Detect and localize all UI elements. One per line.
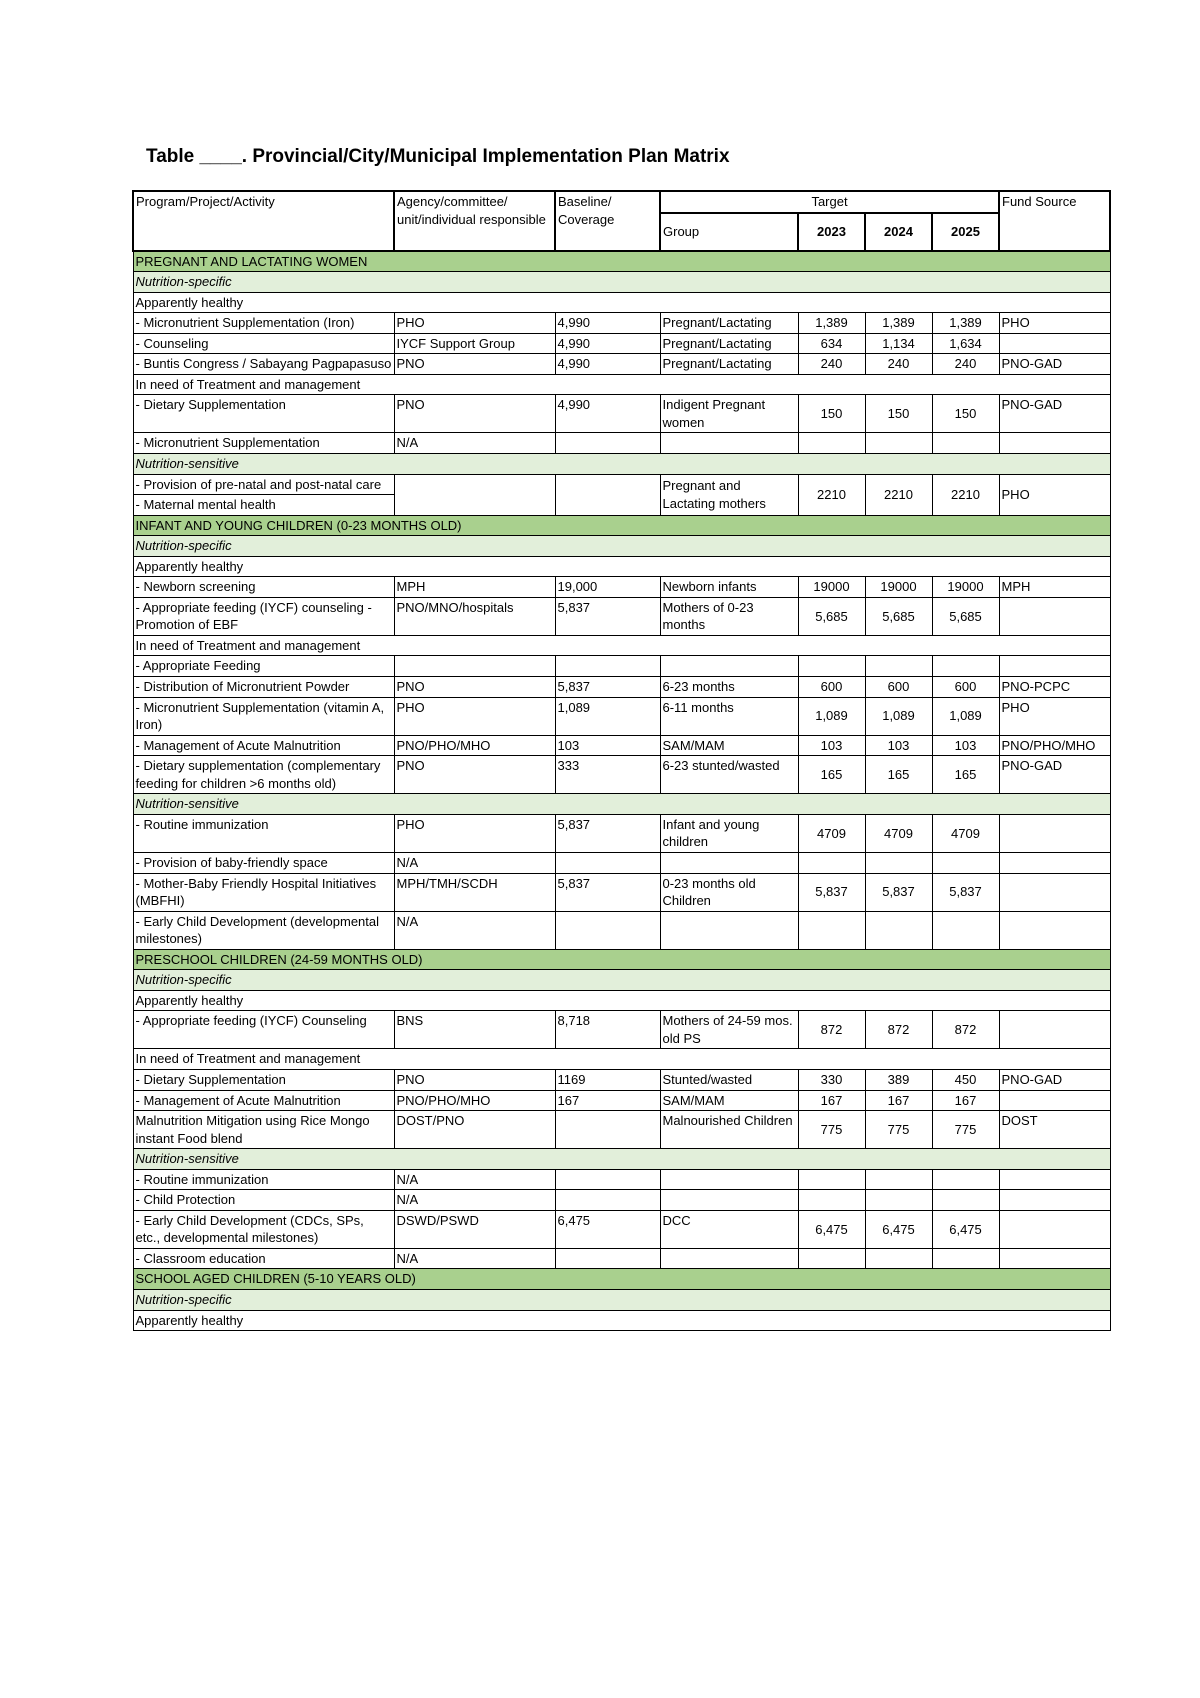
table-row bbox=[133, 1011, 1110, 1049]
header-baseline: Baseline/ Coverage bbox=[555, 191, 660, 251]
category-row bbox=[133, 374, 1110, 395]
target-2024-cell: 389 bbox=[865, 1069, 932, 1090]
target-2024-cell: 5,685 bbox=[865, 597, 932, 635]
target-2023-cell: 5,685 bbox=[798, 597, 865, 635]
fund-source-cell bbox=[999, 1090, 1110, 1111]
activity-cell: - Provision of baby-friendly space bbox=[133, 852, 394, 873]
activity-cell: - Dietary Supplementation bbox=[133, 1069, 394, 1090]
target-2025-cell: 450 bbox=[932, 1069, 999, 1090]
baseline-cell: 5,837 bbox=[555, 677, 660, 698]
baseline-cell: 167 bbox=[555, 1090, 660, 1111]
category-label: In need of Treatment and management bbox=[133, 635, 1110, 656]
target-2025-cell bbox=[932, 433, 999, 454]
target-2025-cell bbox=[932, 1190, 999, 1211]
baseline-cell: 8,718 bbox=[555, 1011, 660, 1049]
fund-source-cell bbox=[999, 1169, 1110, 1190]
section-row bbox=[133, 1269, 1110, 1290]
target-2025-cell bbox=[932, 852, 999, 873]
target-2024-cell: 4709 bbox=[865, 814, 932, 852]
subsection-row bbox=[133, 794, 1110, 815]
baseline-cell: 1,089 bbox=[555, 697, 660, 735]
agency-cell: PNO/PHO/MHO bbox=[394, 1090, 555, 1111]
target-2024-cell: 1,389 bbox=[865, 313, 932, 334]
target-2023-cell: 6,475 bbox=[798, 1210, 865, 1248]
table-row bbox=[133, 333, 1110, 354]
baseline-cell: 333 bbox=[555, 756, 660, 794]
baseline-cell: 4,990 bbox=[555, 395, 660, 433]
fund-source-cell bbox=[999, 433, 1110, 454]
activity-cell: - Appropriate Feeding bbox=[133, 656, 394, 677]
activity-cell: - Early Child Development (developmental milestones) bbox=[133, 911, 394, 949]
header-target: Target bbox=[660, 191, 999, 213]
agency-cell: BNS bbox=[394, 1011, 555, 1049]
fund-source-cell: MPH bbox=[999, 577, 1110, 598]
header-year-2024: 2024 bbox=[865, 213, 932, 251]
target-2024-cell: 2210 bbox=[865, 474, 932, 515]
agency-cell: N/A bbox=[394, 1248, 555, 1269]
section-label: PREGNANT AND LACTATING WOMEN bbox=[133, 251, 1110, 272]
table-row bbox=[133, 852, 1110, 873]
category-label: In need of Treatment and management bbox=[133, 1049, 1110, 1070]
group-cell bbox=[660, 1248, 798, 1269]
category-label: In need of Treatment and management bbox=[133, 374, 1110, 395]
target-2025-cell bbox=[932, 656, 999, 677]
target-2023-cell: 240 bbox=[798, 354, 865, 375]
target-2023-cell bbox=[798, 852, 865, 873]
fund-source-cell: PNO-GAD bbox=[999, 1069, 1110, 1090]
target-2024-cell: 240 bbox=[865, 354, 932, 375]
target-2025-cell: 19000 bbox=[932, 577, 999, 598]
target-2025-cell: 1,089 bbox=[932, 697, 999, 735]
target-2023-cell: 330 bbox=[798, 1069, 865, 1090]
table-row bbox=[133, 433, 1110, 454]
activity-cell: - Dietary supplementation (complementary feeding for children >6 months old) bbox=[133, 756, 394, 794]
target-2024-cell: 6,475 bbox=[865, 1210, 932, 1248]
target-2023-cell: 19000 bbox=[798, 577, 865, 598]
target-2024-cell bbox=[865, 1248, 932, 1269]
fund-source-cell: PNO-GAD bbox=[999, 354, 1110, 375]
subsection-row bbox=[133, 1289, 1110, 1310]
header-group: Group bbox=[660, 213, 798, 251]
target-2025-cell: 240 bbox=[932, 354, 999, 375]
fund-source-cell bbox=[999, 1011, 1110, 1049]
category-row bbox=[133, 635, 1110, 656]
group-cell bbox=[660, 433, 798, 454]
subsection-label: Nutrition-specific bbox=[133, 970, 1110, 991]
category-label: Apparently healthy bbox=[133, 990, 1110, 1011]
category-label: Apparently healthy bbox=[133, 292, 1110, 313]
activity-cell: - Buntis Congress / Sabayang Pagpapasuso bbox=[133, 354, 394, 375]
baseline-cell bbox=[555, 656, 660, 677]
baseline-cell: 5,837 bbox=[555, 597, 660, 635]
activity-cell: - Management of Acute Malnutrition bbox=[133, 735, 394, 756]
group-cell: Stunted/wasted bbox=[660, 1069, 798, 1090]
target-2025-cell: 103 bbox=[932, 735, 999, 756]
agency-cell: DOST/PNO bbox=[394, 1111, 555, 1149]
agency-cell: PHO bbox=[394, 697, 555, 735]
target-2025-cell: 775 bbox=[932, 1111, 999, 1149]
agency-cell: PHO bbox=[394, 814, 555, 852]
target-2023-cell bbox=[798, 1248, 865, 1269]
table-row bbox=[133, 1090, 1110, 1111]
header-agency: Agency/committee/ unit/individual responsible bbox=[394, 191, 555, 251]
target-2025-cell: 1,389 bbox=[932, 313, 999, 334]
agency-cell: PNO bbox=[394, 1069, 555, 1090]
fund-source-cell bbox=[999, 911, 1110, 949]
target-2023-cell: 634 bbox=[798, 333, 865, 354]
category-row bbox=[133, 990, 1110, 1011]
activity-cell: - Newborn screening bbox=[133, 577, 394, 598]
agency-cell: DSWD/PSWD bbox=[394, 1210, 555, 1248]
fund-source-cell bbox=[999, 1248, 1110, 1269]
section-row bbox=[133, 515, 1110, 536]
target-2023-cell bbox=[798, 656, 865, 677]
header-row bbox=[133, 191, 1110, 213]
target-2024-cell: 167 bbox=[865, 1090, 932, 1111]
group-cell bbox=[660, 1190, 798, 1211]
target-2024-cell: 103 bbox=[865, 735, 932, 756]
table-row bbox=[133, 313, 1110, 334]
agency-cell: PNO bbox=[394, 395, 555, 433]
subsection-label: Nutrition-sensitive bbox=[133, 454, 1110, 475]
baseline-cell: 5,837 bbox=[555, 814, 660, 852]
table-row bbox=[133, 814, 1110, 852]
activity-cell: - Child Protection bbox=[133, 1190, 394, 1211]
baseline-cell bbox=[555, 911, 660, 949]
table-row bbox=[133, 577, 1110, 598]
activity-cell: - Appropriate feeding (IYCF) counseling -Promotion of EBF bbox=[133, 597, 394, 635]
section-label: INFANT AND YOUNG CHILDREN (0-23 MONTHS OLD) bbox=[133, 515, 1110, 536]
target-2024-cell: 600 bbox=[865, 677, 932, 698]
agency-cell: N/A bbox=[394, 433, 555, 454]
group-cell: Pregnant/Lactating bbox=[660, 333, 798, 354]
table-row bbox=[133, 354, 1110, 375]
subsection-row bbox=[133, 970, 1110, 991]
section-row bbox=[133, 949, 1110, 970]
category-row bbox=[133, 1049, 1110, 1070]
baseline-cell bbox=[555, 1111, 660, 1149]
agency-cell: MPH bbox=[394, 577, 555, 598]
target-2025-cell: 2210 bbox=[932, 474, 999, 515]
category-label: Apparently healthy bbox=[133, 1310, 1110, 1331]
target-2025-cell: 600 bbox=[932, 677, 999, 698]
target-2023-cell: 150 bbox=[798, 395, 865, 433]
baseline-cell: 1169 bbox=[555, 1069, 660, 1090]
subsection-label: Nutrition-sensitive bbox=[133, 794, 1110, 815]
agency-cell: N/A bbox=[394, 911, 555, 949]
fund-source-cell bbox=[999, 656, 1110, 677]
subsection-row bbox=[133, 536, 1110, 557]
target-2023-cell: 775 bbox=[798, 1111, 865, 1149]
subsection-label: Nutrition-specific bbox=[133, 1289, 1110, 1310]
agency-cell: PNO/MNO/hospitals bbox=[394, 597, 555, 635]
activity-cell: - Appropriate feeding (IYCF) Counseling bbox=[133, 1011, 394, 1049]
target-2023-cell: 1,389 bbox=[798, 313, 865, 334]
fund-source-cell: PHO bbox=[999, 697, 1110, 735]
table-row bbox=[133, 1248, 1110, 1269]
agency-cell: IYCF Support Group bbox=[394, 333, 555, 354]
target-2024-cell bbox=[865, 656, 932, 677]
group-cell: Mothers of 24-59 mos. old PS bbox=[660, 1011, 798, 1049]
group-cell bbox=[660, 1169, 798, 1190]
table-row bbox=[133, 1169, 1110, 1190]
target-2024-cell: 19000 bbox=[865, 577, 932, 598]
group-cell: 6-11 months bbox=[660, 697, 798, 735]
target-2023-cell: 1,089 bbox=[798, 697, 865, 735]
target-2025-cell: 165 bbox=[932, 756, 999, 794]
header-year-2025: 2025 bbox=[932, 213, 999, 251]
subsection-row bbox=[133, 272, 1110, 293]
fund-source-cell bbox=[999, 597, 1110, 635]
agency-cell: PNO/PHO/MHO bbox=[394, 735, 555, 756]
fund-source-cell: PNO-PCPC bbox=[999, 677, 1110, 698]
group-cell: DCC bbox=[660, 1210, 798, 1248]
table-row bbox=[133, 911, 1110, 949]
fund-source-cell: PHO bbox=[999, 313, 1110, 334]
group-cell bbox=[660, 911, 798, 949]
group-cell: SAM/MAM bbox=[660, 735, 798, 756]
fund-source-cell bbox=[999, 333, 1110, 354]
group-cell: Mothers of 0-23 months bbox=[660, 597, 798, 635]
group-cell bbox=[660, 852, 798, 873]
target-2025-cell: 4709 bbox=[932, 814, 999, 852]
agency-cell: N/A bbox=[394, 852, 555, 873]
table-row bbox=[133, 656, 1110, 677]
fund-source-cell bbox=[999, 814, 1110, 852]
target-2024-cell bbox=[865, 1169, 932, 1190]
target-2024-cell bbox=[865, 433, 932, 454]
table-row bbox=[133, 735, 1110, 756]
section-row bbox=[133, 251, 1110, 272]
agency-cell: PNO bbox=[394, 756, 555, 794]
activity-cell: - Dietary Supplementation bbox=[133, 395, 394, 433]
target-2023-cell bbox=[798, 911, 865, 949]
baseline-cell: 103 bbox=[555, 735, 660, 756]
target-2023-cell: 165 bbox=[798, 756, 865, 794]
fund-source-cell: PHO bbox=[999, 474, 1110, 515]
table-row bbox=[133, 474, 1110, 495]
target-2024-cell bbox=[865, 911, 932, 949]
agency-cell: N/A bbox=[394, 1190, 555, 1211]
table-row bbox=[133, 1210, 1110, 1248]
group-cell: Pregnant/Lactating bbox=[660, 313, 798, 334]
baseline-cell: 5,837 bbox=[555, 873, 660, 911]
table-row bbox=[133, 677, 1110, 698]
target-2023-cell bbox=[798, 1169, 865, 1190]
target-2024-cell bbox=[865, 1190, 932, 1211]
group-cell: SAM/MAM bbox=[660, 1090, 798, 1111]
fund-source-cell: PNO-GAD bbox=[999, 395, 1110, 433]
group-cell: 6-23 stunted/wasted bbox=[660, 756, 798, 794]
category-label: Apparently healthy bbox=[133, 556, 1110, 577]
agency-cell: PNO bbox=[394, 354, 555, 375]
target-2024-cell: 165 bbox=[865, 756, 932, 794]
target-2024-cell: 775 bbox=[865, 1111, 932, 1149]
page-title: Table ____. Provincial/City/Municipal Implementation Plan Matrix bbox=[146, 146, 730, 167]
target-2024-cell bbox=[865, 852, 932, 873]
target-2023-cell bbox=[798, 1190, 865, 1211]
activity-cell: - Maternal mental health bbox=[133, 495, 394, 516]
table-row bbox=[133, 697, 1110, 735]
activity-cell: - Routine immunization bbox=[133, 814, 394, 852]
agency-cell: MPH/TMH/SCDH bbox=[394, 873, 555, 911]
subsection-label: Nutrition-specific bbox=[133, 272, 1110, 293]
baseline-cell: 19,000 bbox=[555, 577, 660, 598]
activity-cell: - Distribution of Micronutrient Powder bbox=[133, 677, 394, 698]
table-row bbox=[133, 873, 1110, 911]
target-2025-cell: 1,634 bbox=[932, 333, 999, 354]
fund-source-cell bbox=[999, 1190, 1110, 1211]
group-cell: Infant and young children bbox=[660, 814, 798, 852]
target-2025-cell: 5,685 bbox=[932, 597, 999, 635]
target-2025-cell: 6,475 bbox=[932, 1210, 999, 1248]
baseline-cell bbox=[555, 1248, 660, 1269]
section-label: PRESCHOOL CHILDREN (24-59 MONTHS OLD) bbox=[133, 949, 1110, 970]
group-cell bbox=[660, 656, 798, 677]
group-cell: 6-23 months bbox=[660, 677, 798, 698]
activity-cell: - Micronutrient Supplementation (Iron) bbox=[133, 313, 394, 334]
implementation-plan-table bbox=[132, 190, 1111, 1331]
target-2025-cell: 5,837 bbox=[932, 873, 999, 911]
category-row bbox=[133, 292, 1110, 313]
group-cell: Indigent Pregnant women bbox=[660, 395, 798, 433]
group-cell: Pregnant/Lactating bbox=[660, 354, 798, 375]
target-2024-cell: 1,134 bbox=[865, 333, 932, 354]
target-2025-cell bbox=[932, 1248, 999, 1269]
table-row bbox=[133, 395, 1110, 433]
activity-cell: - Micronutrient Supplementation bbox=[133, 433, 394, 454]
fund-source-cell bbox=[999, 873, 1110, 911]
activity-cell: - Classroom education bbox=[133, 1248, 394, 1269]
agency-cell: N/A bbox=[394, 1169, 555, 1190]
baseline-cell bbox=[555, 1169, 660, 1190]
table-row bbox=[133, 1111, 1110, 1149]
subsection-row bbox=[133, 454, 1110, 475]
header-year-2023: 2023 bbox=[798, 213, 865, 251]
fund-source-cell: DOST bbox=[999, 1111, 1110, 1149]
group-cell: Pregnant and Lactating mothers bbox=[660, 474, 798, 515]
baseline-cell: 6,475 bbox=[555, 1210, 660, 1248]
baseline-cell bbox=[555, 433, 660, 454]
group-cell: 0-23 months old Children bbox=[660, 873, 798, 911]
subsection-row bbox=[133, 1149, 1110, 1170]
table-row bbox=[133, 756, 1110, 794]
target-2025-cell bbox=[932, 1169, 999, 1190]
table-row bbox=[133, 597, 1110, 635]
subsection-label: Nutrition-specific bbox=[133, 536, 1110, 557]
target-2023-cell: 5,837 bbox=[798, 873, 865, 911]
target-2024-cell: 5,837 bbox=[865, 873, 932, 911]
target-2023-cell: 103 bbox=[798, 735, 865, 756]
target-2023-cell: 4709 bbox=[798, 814, 865, 852]
baseline-cell bbox=[555, 1190, 660, 1211]
section-label: SCHOOL AGED CHILDREN (5-10 YEARS OLD) bbox=[133, 1269, 1110, 1290]
agency-cell bbox=[394, 474, 555, 515]
target-2024-cell: 872 bbox=[865, 1011, 932, 1049]
fund-source-cell: PNO-GAD bbox=[999, 756, 1110, 794]
baseline-cell bbox=[555, 474, 660, 515]
activity-cell: - Mother-Baby Friendly Hospital Initiatives (MBFHI) bbox=[133, 873, 394, 911]
fund-source-cell: PNO/PHO/MHO bbox=[999, 735, 1110, 756]
target-2023-cell: 2210 bbox=[798, 474, 865, 515]
subsection-label: Nutrition-sensitive bbox=[133, 1149, 1110, 1170]
target-2025-cell bbox=[932, 911, 999, 949]
agency-cell: PHO bbox=[394, 313, 555, 334]
table-row bbox=[133, 1069, 1110, 1090]
table-row bbox=[133, 1190, 1110, 1211]
target-2023-cell: 872 bbox=[798, 1011, 865, 1049]
activity-cell: - Routine immunization bbox=[133, 1169, 394, 1190]
target-2023-cell: 167 bbox=[798, 1090, 865, 1111]
fund-source-cell bbox=[999, 852, 1110, 873]
agency-cell bbox=[394, 656, 555, 677]
baseline-cell: 4,990 bbox=[555, 354, 660, 375]
target-2025-cell: 872 bbox=[932, 1011, 999, 1049]
target-2025-cell: 167 bbox=[932, 1090, 999, 1111]
group-cell: Malnourished Children bbox=[660, 1111, 798, 1149]
header-fund-source: Fund Source bbox=[999, 191, 1110, 251]
target-2025-cell: 150 bbox=[932, 395, 999, 433]
activity-cell: - Micronutrient Supplementation (vitamin A, Iron) bbox=[133, 697, 394, 735]
group-cell: Newborn infants bbox=[660, 577, 798, 598]
target-2024-cell: 150 bbox=[865, 395, 932, 433]
target-2023-cell bbox=[798, 433, 865, 454]
baseline-cell: 4,990 bbox=[555, 333, 660, 354]
activity-cell: Malnutrition Mitigation using Rice Mongo instant Food blend bbox=[133, 1111, 394, 1149]
activity-cell: - Management of Acute Malnutrition bbox=[133, 1090, 394, 1111]
fund-source-cell bbox=[999, 1210, 1110, 1248]
agency-cell: PNO bbox=[394, 677, 555, 698]
activity-cell: - Early Child Development (CDCs, SPs, etc., developmental milestones) bbox=[133, 1210, 394, 1248]
baseline-cell: 4,990 bbox=[555, 313, 660, 334]
category-row bbox=[133, 1310, 1110, 1331]
activity-cell: - Counseling bbox=[133, 333, 394, 354]
category-row bbox=[133, 556, 1110, 577]
header-program: Program/Project/Activity bbox=[133, 191, 394, 251]
baseline-cell bbox=[555, 852, 660, 873]
target-2023-cell: 600 bbox=[798, 677, 865, 698]
target-2024-cell: 1,089 bbox=[865, 697, 932, 735]
activity-cell: - Provision of pre-natal and post-natal care bbox=[133, 474, 394, 495]
